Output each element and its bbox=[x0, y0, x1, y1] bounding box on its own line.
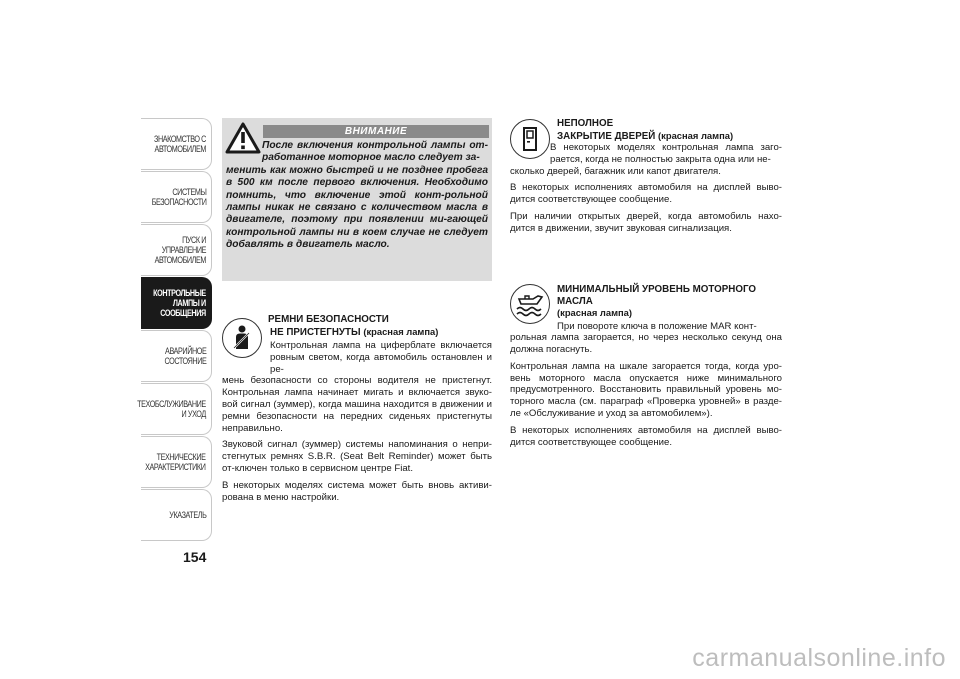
oil-title-2: МАСЛА bbox=[557, 295, 593, 307]
oil-title: МИНИМАЛЬНЫЙ УРОВЕНЬ МОТОРНОГО bbox=[557, 284, 757, 295]
watermark: carmanualsonline.info bbox=[692, 644, 946, 672]
tab-driving[interactable]: ПУСК И УПРАВЛЕНИЕ АВТОМОБИЛЕМ bbox=[141, 224, 212, 276]
tab-emergency[interactable]: АВАРИЙНОЕ СОСТОЯНИЕ bbox=[141, 330, 212, 382]
doors-title: НЕПОЛНОЕ bbox=[557, 118, 614, 129]
seatbelt-title-2: НЕ ПРИСТЕГНУТЫ (красная лампа) bbox=[270, 325, 439, 338]
tab-maintenance[interactable]: ТЕХОБСЛУЖИВАНИЕ И УХОД bbox=[141, 383, 212, 435]
tab-specs[interactable]: ТЕХНИЧЕСКИЕ ХАРАКТЕРИСТИКИ bbox=[141, 436, 212, 488]
seatbelt-title: РЕМНИ БЕЗОПАСНОСТИ bbox=[268, 314, 389, 325]
doors-section: НЕПОЛНОЕ ЗАКРЫТИЕ ДВЕРЕЙ (красная лампа) В некоторых моделях контрольная лампа заго-рается, когда не полностью закрыта одна или не- сколько дверей, багажник или капот двигателя. В некоторых исполнениях автомобиля на дисплей выво-дится соответствующее сообщение. При наличии открытых дверей, когда автомобиль нахо-дится в движении, звучит звуковая сигнализация. bbox=[510, 118, 782, 234]
oil-title-3: (красная лампа) bbox=[557, 307, 633, 318]
oil-section: МИНИМАЛЬНЫЙ УРОВЕНЬ МОТОРНОГО МАСЛА (красная лампа) При повороте ключа в положение MAR конт- рольная лампа загорается, но через несколько секунд она должна погаснуть. Контрольная лампа на шкале загорается тогда, когда уро-вень моторного масла опускается ниже минимального предусмотренного. Восстановить правильный уровень мо-торного масла (см. параграф «Проверка уровней» в разде-ле «Обслуживание и уход за автомобилем»). В некоторых исполнениях автомобиля на дисплей выво-дится соответствующее сообщение. bbox=[510, 284, 782, 448]
tab-safety[interactable]: СИСТЕМЫ БЕЗОПАСНОСТИ bbox=[141, 171, 212, 223]
tab-warning-lights[interactable]: КОНТРОЛЬНЫЕ ЛАМПЫ И СООБЩЕНИЯ bbox=[141, 277, 212, 329]
warning-header: ВНИМАНИЕ bbox=[263, 125, 489, 138]
section-tabs bbox=[137, 118, 212, 542]
tab-intro[interactable]: ЗНАКОМСТВО С АВТОМОБИЛЕМ bbox=[141, 118, 212, 170]
doors-title-2: ЗАКРЫТИЕ ДВЕРЕЙ (красная лампа) bbox=[557, 129, 734, 142]
warning-box bbox=[222, 118, 492, 281]
tab-index[interactable]: УКАЗАТЕЛЬ bbox=[141, 489, 212, 541]
seatbelt-section: РЕМНИ БЕЗОПАСНОСТИ НЕ ПРИСТЕГНУТЫ (красная лампа) Контрольная лампа на циферблате включается ровным светом, когда автомобиль остановлен и ре- мень безопасности со стороны водителя не пристегнут. Контрольная лампа начинает мигать и включается звуко-вой сигнал (зуммер), когда машина находится в движении и ремни безопасности на передних сиденьях пристегнуты неправильно. Звуковой сигнал (зуммер) системы напоминания о непри-стегнутых ремнях S.B.R. (Seat Belt Reminder) может быть от-ключен только в сервисном центре Fiat. В некоторых моделях система может быть вновь активи-рована в меню настройки. bbox=[222, 314, 492, 503]
warning-text: После включения контрольной лампы от-работанное моторное масло следует за- менить как можно быстрей и не позднее пробега в 500 км после первого включения. Необходимо помнить, что включение этой конт-рольной лампы никак не связано с количеством масла в двигателе, поэтому при появлении ми-гающей контрольной лампы ни в коем случае не следует добавлять в двигатель масло. bbox=[226, 140, 488, 251]
page-number: 154 bbox=[183, 549, 207, 565]
